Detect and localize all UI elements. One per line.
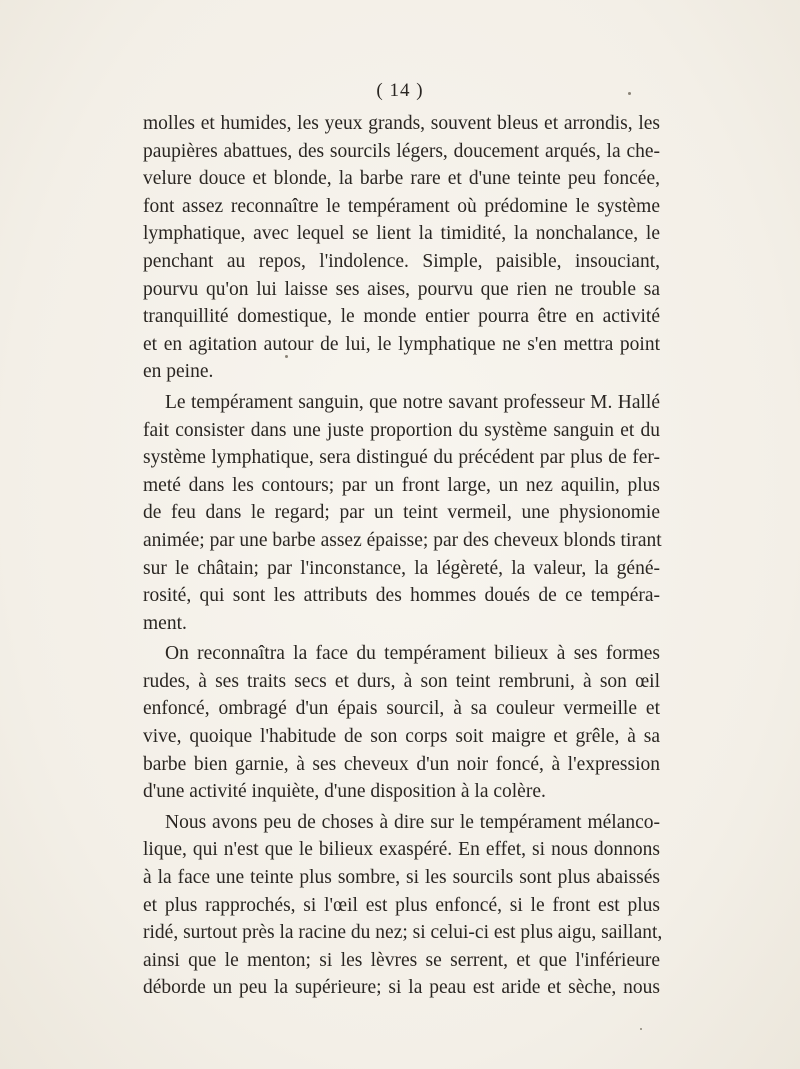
text-line: barbe bien garnie, à ses cheveux d'un noir foncé, à l'expression	[143, 753, 660, 775]
text-line: ment.	[143, 612, 187, 634]
text-line: On reconnaîtra la face du tempérament bilieux à ses formes	[165, 643, 660, 665]
text-line: d'une activité inquiète, d'une disposition à la colère.	[143, 781, 546, 803]
text-line: tranquillité domestique, le monde entier pourra être en activité	[143, 306, 660, 328]
text-line: rosité, qui sont les attributs des hommes doués de ce tempéra-	[143, 585, 660, 607]
text-line: meté dans les contours; par un front large, un nez aquilin, plus	[143, 474, 660, 496]
paper-speck	[628, 92, 631, 95]
text-line: sur le châtain; par l'inconstance, la légèreté, la valeur, la géné-	[143, 557, 660, 579]
paragraph-2	[143, 389, 660, 637]
text-line: déborde un peu la supérieure; si la peau est aride et sèche, nous	[143, 977, 660, 999]
text-line: et en agitation autour de lui, le lymphatique ne s'en mettra point	[143, 333, 660, 355]
text-line: lique, qui n'est que le bilieux exaspéré. En effet, si nous donnons	[143, 839, 660, 861]
paper-speck	[640, 1028, 642, 1030]
text-line: en peine.	[143, 361, 214, 383]
text-line: font assez reconnaître le tempérament où prédomine le système	[143, 195, 660, 217]
text-line: rudes, à ses traits secs et durs, à son teint rembruni, à son œil	[143, 670, 660, 692]
text-line: ridé, surtout près la racine du nez; si celui-ci est plus aigu, saillant,	[143, 922, 663, 944]
text-line: enfoncé, ombragé d'un épais sourcil, à sa couleur vermeille et	[143, 698, 660, 720]
text-line: molles et humides, les yeux grands, souvent bleus et arrondis, les	[143, 113, 660, 134]
text-line: de feu dans le regard; par un teint vermeil, une physionomie	[143, 502, 660, 524]
text-line: penchant au repos, l'indolence. Simple, paisible, insouciant,	[143, 250, 660, 272]
paragraph-4	[143, 809, 663, 1002]
text-line: velure douce et blonde, la barbe rare et d'une teinte peu foncée,	[143, 168, 660, 190]
paper-speck	[285, 355, 288, 358]
text-line: pourvu qu'on lui laisse ses aises, pourvu que rien ne trouble sa	[143, 278, 660, 300]
body-text	[143, 110, 663, 1002]
text-line: paupières abattues, des sourcils légers, doucement arqués, la che-	[143, 140, 660, 162]
text-line: ainsi que le menton; si les lèvres se serrent, et que l'inférieure	[143, 949, 660, 971]
text-line: et plus rapprochés, si l'œil est plus enfoncé, si le front est plus	[143, 894, 660, 916]
text-line: lymphatique, avec lequel se lient la timidité, la nonchalance, le	[143, 223, 660, 245]
text-line: vive, quoique l'habitude de son corps soit maigre et grêle, à sa	[143, 726, 660, 748]
text-line: animée; par une barbe assez épaisse; par des cheveux blonds tirant	[143, 529, 662, 551]
text-line: Nous avons peu de choses à dire sur le tempérament mélanco-	[165, 811, 660, 833]
paragraph-3	[143, 640, 660, 806]
paragraph-1	[143, 110, 660, 386]
text-line: Le tempérament sanguin, que notre savant professeur M. Hallé	[165, 391, 660, 413]
page-number: ( 14 )	[376, 80, 424, 101]
text-line: système lymphatique, sera distingué du précédent par plus de fer-	[143, 447, 660, 469]
text-line: fait consister dans une juste proportion du système sanguin et du	[143, 419, 660, 441]
text-line: à la face une teinte plus sombre, si les sourcils sont plus abaissés	[143, 867, 660, 889]
